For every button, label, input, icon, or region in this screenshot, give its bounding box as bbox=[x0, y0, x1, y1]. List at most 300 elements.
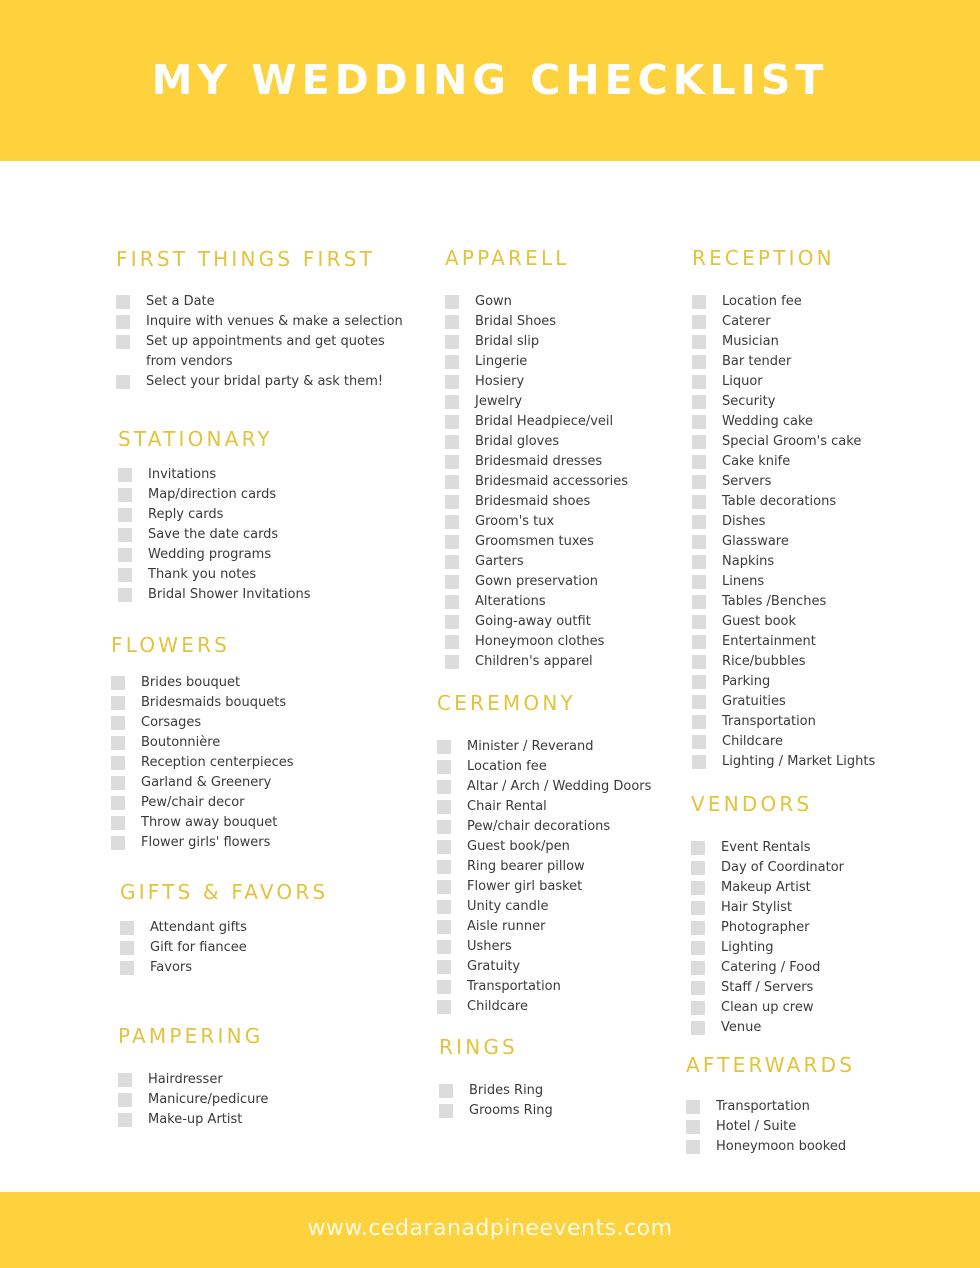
checkbox-icon[interactable] bbox=[692, 715, 706, 729]
section-title: RECEPTION bbox=[692, 246, 835, 270]
checklist-item[interactable] bbox=[111, 693, 293, 713]
checklist-item-label: Gratuity bbox=[467, 959, 521, 974]
section-title: VENDORS bbox=[691, 792, 813, 816]
checklist-item-label: Flower girls' flowers bbox=[141, 835, 271, 850]
checklist-item[interactable] bbox=[116, 372, 403, 392]
checkbox-icon[interactable] bbox=[691, 841, 705, 855]
section-title: GIFTS & FAVORS bbox=[120, 880, 329, 904]
checklist-item[interactable] bbox=[692, 492, 875, 512]
checklist-item-label: Lighting bbox=[721, 940, 774, 955]
section-reception bbox=[692, 246, 875, 772]
checklist-item-label: Caterer bbox=[722, 314, 771, 329]
checklist-item[interactable] bbox=[118, 565, 311, 585]
checklist-item[interactable] bbox=[120, 958, 328, 978]
section-title: FIRST THINGS FIRST bbox=[116, 247, 376, 271]
checklist-item-label: Garters bbox=[475, 554, 524, 569]
checkbox-icon[interactable] bbox=[116, 335, 130, 349]
checklist-item-label: Altar / Arch / Wedding Doors bbox=[467, 779, 652, 794]
checklist-item-label: Chair Rental bbox=[467, 799, 547, 814]
checkbox-icon[interactable] bbox=[118, 588, 132, 602]
checklist-item[interactable] bbox=[445, 532, 628, 552]
checklist-item-label: Brides bouquet bbox=[141, 675, 241, 690]
checkbox-icon[interactable] bbox=[445, 475, 459, 489]
checkbox-icon[interactable] bbox=[437, 740, 451, 754]
checklist-item[interactable] bbox=[445, 312, 628, 332]
checkbox-icon[interactable] bbox=[437, 960, 451, 974]
checklist-item-label: Venue bbox=[721, 1020, 762, 1035]
checklist-item[interactable] bbox=[692, 472, 875, 492]
checkbox-icon[interactable] bbox=[692, 355, 706, 369]
checkbox-icon[interactable] bbox=[691, 921, 705, 935]
checkbox-icon[interactable] bbox=[692, 755, 706, 769]
checklist-item[interactable] bbox=[692, 412, 875, 432]
checklist-item[interactable] bbox=[437, 797, 651, 817]
checklist-item-label: Corsages bbox=[141, 715, 202, 730]
checklist-item[interactable] bbox=[111, 773, 293, 793]
checklist-item-label: Linens bbox=[722, 574, 765, 589]
checklist-item[interactable] bbox=[111, 673, 293, 693]
checklist bbox=[439, 1081, 553, 1121]
checkbox-icon[interactable] bbox=[120, 921, 134, 935]
checkbox-icon[interactable] bbox=[445, 415, 459, 429]
checkbox-icon[interactable] bbox=[692, 635, 706, 649]
checkbox-icon[interactable] bbox=[691, 941, 705, 955]
checkbox-icon[interactable] bbox=[692, 335, 706, 349]
checklist-item[interactable] bbox=[445, 452, 628, 472]
checklist-item[interactable] bbox=[691, 898, 844, 918]
checklist-item-label: Bridal gloves bbox=[475, 434, 560, 449]
checklist-item[interactable] bbox=[691, 918, 844, 938]
checklist-item-label: Pew/chair decorations bbox=[467, 819, 611, 834]
checkbox-icon[interactable] bbox=[437, 880, 451, 894]
checklist-item-label: Security bbox=[722, 394, 776, 409]
checklist-item[interactable] bbox=[118, 1110, 268, 1130]
checklist-item[interactable] bbox=[445, 612, 628, 632]
checklist-item[interactable] bbox=[445, 572, 628, 592]
checkbox-icon[interactable] bbox=[692, 555, 706, 569]
checklist-item[interactable] bbox=[437, 997, 651, 1017]
checklist-item[interactable] bbox=[692, 292, 875, 312]
checkbox-icon[interactable] bbox=[437, 840, 451, 854]
checklist bbox=[445, 292, 628, 672]
checklist-item-label: Childcare bbox=[722, 734, 783, 749]
checkbox-icon[interactable] bbox=[111, 736, 125, 750]
checkbox-icon[interactable] bbox=[437, 800, 451, 814]
checkbox-icon[interactable] bbox=[111, 676, 125, 690]
checklist-item[interactable] bbox=[116, 332, 403, 372]
checkbox-icon[interactable] bbox=[118, 528, 132, 542]
checklist-item[interactable] bbox=[692, 552, 875, 572]
section-vendors bbox=[691, 792, 844, 1038]
checkbox-icon[interactable] bbox=[445, 495, 459, 509]
website-link[interactable]: www.cedaranadpineevents.com bbox=[307, 1216, 673, 1241]
checklist-item-label: Pew/chair decor bbox=[141, 795, 245, 810]
checklist-item[interactable] bbox=[692, 592, 875, 612]
checklist-item[interactable] bbox=[692, 632, 875, 652]
checkbox-icon[interactable] bbox=[445, 335, 459, 349]
checklist-item[interactable] bbox=[111, 833, 293, 853]
checklist-item-label: Day of Coordinator bbox=[721, 860, 845, 875]
checklist-item[interactable] bbox=[118, 505, 311, 525]
checklist-item-label: Bridesmaid shoes bbox=[475, 494, 591, 509]
checklist-item[interactable] bbox=[445, 632, 628, 652]
checklist-item-label: Brides Ring bbox=[469, 1083, 544, 1098]
checklist-item[interactable] bbox=[692, 732, 875, 752]
checklist-item[interactable] bbox=[686, 1097, 855, 1117]
checklist-item-label: Wedding programs bbox=[148, 547, 272, 562]
checklist-item-label: Reception centerpieces bbox=[141, 755, 294, 770]
checklist-item[interactable] bbox=[445, 592, 628, 612]
checkbox-icon[interactable] bbox=[445, 295, 459, 309]
section-rings bbox=[439, 1035, 553, 1121]
checkbox-icon[interactable] bbox=[692, 595, 706, 609]
checklist-item-label: Event Rentals bbox=[721, 840, 811, 855]
checklist-item[interactable] bbox=[692, 352, 875, 372]
checkbox-icon[interactable] bbox=[437, 820, 451, 834]
checkbox-icon[interactable] bbox=[111, 716, 125, 730]
checklist-item[interactable] bbox=[437, 957, 651, 977]
checklist-item[interactable] bbox=[692, 332, 875, 352]
checklist-item[interactable] bbox=[692, 452, 875, 472]
checklist-item[interactable] bbox=[445, 392, 628, 412]
checkbox-icon[interactable] bbox=[692, 735, 706, 749]
checkbox-icon[interactable] bbox=[445, 455, 459, 469]
checkbox-icon[interactable] bbox=[439, 1104, 453, 1118]
checklist-item-label: Cake knife bbox=[722, 454, 791, 469]
checklist-item[interactable] bbox=[692, 372, 875, 392]
checkbox-icon[interactable] bbox=[111, 756, 125, 770]
checklist-item-label: Garland & Greenery bbox=[141, 775, 272, 790]
checklist-item[interactable] bbox=[437, 817, 651, 837]
checklist bbox=[118, 465, 311, 605]
checklist-item[interactable] bbox=[118, 465, 311, 485]
checklist-item[interactable] bbox=[445, 492, 628, 512]
checklist-item-label: Minister / Reverand bbox=[467, 739, 594, 754]
checklist-item[interactable] bbox=[445, 352, 628, 372]
checklist-item-label: Location fee bbox=[722, 294, 802, 309]
checkbox-icon[interactable] bbox=[445, 655, 459, 669]
checklist-item[interactable] bbox=[439, 1101, 553, 1121]
checklist-item[interactable] bbox=[118, 1090, 268, 1110]
checklist-item-label: Wedding cake bbox=[722, 414, 814, 429]
checklist-item[interactable] bbox=[445, 652, 628, 672]
checkbox-icon[interactable] bbox=[691, 901, 705, 915]
checklist-item-label: Gift for fiancee bbox=[150, 940, 247, 955]
checklist-item[interactable] bbox=[111, 753, 293, 773]
section-stationary bbox=[118, 427, 311, 605]
checkbox-icon[interactable] bbox=[437, 1000, 451, 1014]
checkbox-icon[interactable] bbox=[692, 395, 706, 409]
checklist-item-label: Lighting / Market Lights bbox=[722, 754, 876, 769]
checkbox-icon[interactable] bbox=[445, 555, 459, 569]
checkbox-icon[interactable] bbox=[111, 836, 125, 850]
checklist-item[interactable] bbox=[116, 292, 403, 312]
checklist-item[interactable] bbox=[437, 837, 651, 857]
checklist-item[interactable] bbox=[445, 512, 628, 532]
section-title: RINGS bbox=[439, 1035, 518, 1059]
checkbox-icon[interactable] bbox=[437, 860, 451, 874]
section-gifts-favors bbox=[120, 880, 328, 978]
checkbox-icon[interactable] bbox=[692, 615, 706, 629]
checklist-item[interactable] bbox=[118, 525, 311, 545]
checklist-item[interactable] bbox=[692, 712, 875, 732]
checklist-item[interactable] bbox=[116, 312, 403, 332]
checkbox-icon[interactable] bbox=[686, 1100, 700, 1114]
checkbox-icon[interactable] bbox=[439, 1084, 453, 1098]
checklist-item[interactable] bbox=[692, 752, 875, 772]
checkbox-icon[interactable] bbox=[692, 295, 706, 309]
checkbox-icon[interactable] bbox=[445, 355, 459, 369]
checklist-item-label: Clean up crew bbox=[721, 1000, 814, 1015]
checklist-item-label: Makeup Artist bbox=[721, 880, 811, 895]
checklist-item[interactable] bbox=[692, 432, 875, 452]
checkbox-icon[interactable] bbox=[691, 881, 705, 895]
checklist-item-label: Hairdresser bbox=[148, 1072, 223, 1087]
checkbox-icon[interactable] bbox=[445, 595, 459, 609]
checklist-item-label: Select your bridal party & ask them! bbox=[146, 374, 384, 389]
checklist-item-label: Lingerie bbox=[475, 354, 528, 369]
checkbox-icon[interactable] bbox=[691, 961, 705, 975]
section-title: FLOWERS bbox=[111, 633, 231, 657]
checklist-item-label: Throw away bouquet bbox=[141, 815, 278, 830]
checklist-item[interactable] bbox=[439, 1081, 553, 1101]
checklist-item[interactable] bbox=[111, 813, 293, 833]
checklist-item[interactable] bbox=[691, 1018, 844, 1038]
checkbox-icon[interactable] bbox=[445, 535, 459, 549]
checklist-item[interactable] bbox=[691, 998, 844, 1018]
checklist-item-label: Bridesmaids bouquets bbox=[141, 695, 287, 710]
checklist-item[interactable] bbox=[111, 713, 293, 733]
checklist-item[interactable] bbox=[445, 292, 628, 312]
checklist-item-label: Dishes bbox=[722, 514, 766, 529]
header-banner bbox=[0, 0, 980, 161]
checkbox-icon[interactable] bbox=[445, 575, 459, 589]
checklist-item-label: Aisle runner bbox=[467, 919, 546, 934]
checklist-item-label: Transportation bbox=[467, 979, 561, 994]
section-first-things-first bbox=[116, 247, 403, 392]
section-ceremony bbox=[437, 691, 651, 1017]
checkbox-icon[interactable] bbox=[116, 375, 130, 389]
checklist-item-label: Honeymoon clothes bbox=[475, 634, 605, 649]
checkbox-icon[interactable] bbox=[437, 940, 451, 954]
checkbox-icon[interactable] bbox=[437, 900, 451, 914]
checklist-item[interactable] bbox=[437, 877, 651, 897]
checklist-item-label: Gown bbox=[475, 294, 512, 309]
checkbox-icon[interactable] bbox=[116, 315, 130, 329]
section-title: APPARELL bbox=[445, 246, 570, 270]
checklist bbox=[111, 673, 293, 853]
checklist-item-label: Entertainment bbox=[722, 634, 816, 649]
checklist-item-label: Parking bbox=[722, 674, 771, 689]
checkbox-icon[interactable] bbox=[118, 508, 132, 522]
checklist-item-label: Make-up Artist bbox=[148, 1112, 243, 1127]
checkbox-icon[interactable] bbox=[437, 760, 451, 774]
checkbox-icon[interactable] bbox=[692, 655, 706, 669]
checkbox-icon[interactable] bbox=[118, 1073, 132, 1087]
checklist-item-label: Rice/bubbles bbox=[722, 654, 806, 669]
checklist-item-label: Boutonnière bbox=[141, 735, 221, 750]
checklist-item-label: Honeymoon booked bbox=[716, 1139, 847, 1154]
checklist-item[interactable] bbox=[445, 472, 628, 492]
checklist-item-label: Bridal Shoes bbox=[475, 314, 557, 329]
checkbox-icon[interactable] bbox=[111, 816, 125, 830]
checklist-item[interactable] bbox=[692, 572, 875, 592]
checkbox-icon[interactable] bbox=[691, 861, 705, 875]
checklist-item-label: Bridesmaid dresses bbox=[475, 454, 603, 469]
checklist-item-label: Napkins bbox=[722, 554, 775, 569]
checkbox-icon[interactable] bbox=[692, 435, 706, 449]
checklist-item[interactable] bbox=[437, 917, 651, 937]
checklist-item[interactable] bbox=[118, 585, 311, 605]
checklist-item[interactable] bbox=[445, 432, 628, 452]
checkbox-icon[interactable] bbox=[692, 375, 706, 389]
checkbox-icon[interactable] bbox=[118, 548, 132, 562]
checklist bbox=[692, 292, 875, 772]
checklist-item-label: Bridesmaid accessories bbox=[475, 474, 629, 489]
checkbox-icon[interactable] bbox=[692, 315, 706, 329]
checklist-item-label: Jewelry bbox=[475, 394, 523, 409]
checklist-item[interactable] bbox=[691, 958, 844, 978]
checklist-item-label: Flower girl basket bbox=[467, 879, 583, 894]
checklist bbox=[437, 737, 651, 1017]
checklist-item-label: Gratuities bbox=[722, 694, 786, 709]
checkbox-icon[interactable] bbox=[116, 295, 130, 309]
checklist-item-label: Servers bbox=[722, 474, 772, 489]
checkbox-icon[interactable] bbox=[445, 435, 459, 449]
checklist-item[interactable] bbox=[692, 612, 875, 632]
checklist-item[interactable] bbox=[445, 552, 628, 572]
checklist-item-label: Set up appointments and get quotes from vendors bbox=[146, 334, 385, 369]
checklist-item-label: Thank you notes bbox=[148, 567, 257, 582]
checkbox-icon[interactable] bbox=[118, 488, 132, 502]
checklist-item[interactable] bbox=[686, 1117, 855, 1137]
checklist-item[interactable] bbox=[692, 652, 875, 672]
checkbox-icon[interactable] bbox=[445, 635, 459, 649]
checklist-item-label: Bridal Shower Invitations bbox=[148, 587, 311, 602]
checklist-item[interactable] bbox=[691, 858, 844, 878]
section-apparell bbox=[445, 246, 628, 672]
checklist-item[interactable] bbox=[692, 312, 875, 332]
checkbox-icon[interactable] bbox=[692, 515, 706, 529]
checklist-item-label: Invitations bbox=[148, 467, 217, 482]
checklist-item-label: Groom's tux bbox=[475, 514, 555, 529]
checkbox-icon[interactable] bbox=[118, 568, 132, 582]
checklist-item-label: Alterations bbox=[475, 594, 546, 609]
checklist-item[interactable] bbox=[118, 485, 311, 505]
checkbox-icon[interactable] bbox=[118, 1113, 132, 1127]
checklist-item[interactable] bbox=[692, 672, 875, 692]
checklist-item[interactable] bbox=[692, 392, 875, 412]
checklist bbox=[686, 1097, 855, 1157]
checklist-item-label: Guest book bbox=[722, 614, 797, 629]
checklist-item-label: Hotel / Suite bbox=[716, 1119, 797, 1134]
checkbox-icon[interactable] bbox=[437, 980, 451, 994]
checkbox-icon[interactable] bbox=[692, 455, 706, 469]
checklist-item-label: Table decorations bbox=[722, 494, 837, 509]
checklist-item[interactable] bbox=[437, 737, 651, 757]
checklist-item[interactable] bbox=[111, 733, 293, 753]
checklist-item[interactable] bbox=[437, 937, 651, 957]
checkbox-icon[interactable] bbox=[445, 395, 459, 409]
checklist-item-label: Staff / Servers bbox=[721, 980, 814, 995]
checklist-item[interactable] bbox=[692, 692, 875, 712]
checklist-item-label: Unity candle bbox=[467, 899, 549, 914]
checklist-item[interactable] bbox=[445, 332, 628, 352]
checkbox-icon[interactable] bbox=[118, 468, 132, 482]
section-afterwards bbox=[686, 1053, 855, 1157]
checklist-item[interactable] bbox=[118, 1070, 268, 1090]
checklist-item[interactable] bbox=[437, 977, 651, 997]
checkbox-icon[interactable] bbox=[691, 1021, 705, 1035]
checklist-item-label: Ring bearer pillow bbox=[467, 859, 585, 874]
checkbox-icon[interactable] bbox=[692, 415, 706, 429]
checkbox-icon[interactable] bbox=[692, 535, 706, 549]
checklist-item[interactable] bbox=[437, 857, 651, 877]
checkbox-icon[interactable] bbox=[120, 941, 134, 955]
checklist-item-label: Special Groom's cake bbox=[722, 434, 862, 449]
checklist bbox=[116, 292, 403, 392]
checklist-item[interactable] bbox=[691, 878, 844, 898]
checkbox-icon[interactable] bbox=[686, 1120, 700, 1134]
checkbox-icon[interactable] bbox=[120, 961, 134, 975]
checklist-item[interactable] bbox=[691, 838, 844, 858]
checklist-item[interactable] bbox=[445, 412, 628, 432]
checklist-item[interactable] bbox=[120, 938, 328, 958]
checklist-item[interactable] bbox=[691, 938, 844, 958]
checkbox-icon[interactable] bbox=[445, 375, 459, 389]
checkbox-icon[interactable] bbox=[686, 1140, 700, 1154]
checklist-item[interactable] bbox=[691, 978, 844, 998]
checklist-item[interactable] bbox=[686, 1137, 855, 1157]
checkbox-icon[interactable] bbox=[437, 920, 451, 934]
checkbox-icon[interactable] bbox=[111, 776, 125, 790]
checkbox-icon[interactable] bbox=[692, 575, 706, 589]
checkbox-icon[interactable] bbox=[692, 495, 706, 509]
checkbox-icon[interactable] bbox=[445, 615, 459, 629]
checklist-item[interactable] bbox=[445, 372, 628, 392]
checklist-item[interactable] bbox=[692, 532, 875, 552]
checklist-item[interactable] bbox=[437, 897, 651, 917]
checklist-item-label: Hosiery bbox=[475, 374, 525, 389]
checklist-item-label: Manicure/pedicure bbox=[148, 1092, 269, 1107]
checkbox-icon[interactable] bbox=[111, 696, 125, 710]
checklist-item-label: Transportation bbox=[716, 1099, 810, 1114]
checklist-item-label: Reply cards bbox=[148, 507, 224, 522]
checklist-item[interactable] bbox=[118, 545, 311, 565]
checkbox-icon[interactable] bbox=[445, 315, 459, 329]
checkbox-icon[interactable] bbox=[111, 796, 125, 810]
checkbox-icon[interactable] bbox=[691, 1001, 705, 1015]
checkbox-icon[interactable] bbox=[118, 1093, 132, 1107]
checklist bbox=[691, 838, 844, 1038]
checklist-item[interactable] bbox=[437, 757, 651, 777]
checklist-item-label: Location fee bbox=[467, 759, 547, 774]
checkbox-icon[interactable] bbox=[445, 515, 459, 529]
checklist-item-label: Bridal slip bbox=[475, 334, 540, 349]
checklist-item-label: Grooms Ring bbox=[469, 1103, 553, 1118]
checkbox-icon[interactable] bbox=[437, 780, 451, 794]
checklist-item[interactable] bbox=[437, 777, 651, 797]
checklist-item-label: Children's apparel bbox=[475, 654, 593, 669]
checkbox-icon[interactable] bbox=[692, 695, 706, 709]
checklist-item[interactable] bbox=[111, 793, 293, 813]
checklist-item-label: Childcare bbox=[467, 999, 528, 1014]
checkbox-icon[interactable] bbox=[691, 981, 705, 995]
checklist-item[interactable] bbox=[692, 512, 875, 532]
checkbox-icon[interactable] bbox=[692, 675, 706, 689]
checkbox-icon[interactable] bbox=[692, 475, 706, 489]
checklist-item[interactable] bbox=[120, 918, 328, 938]
